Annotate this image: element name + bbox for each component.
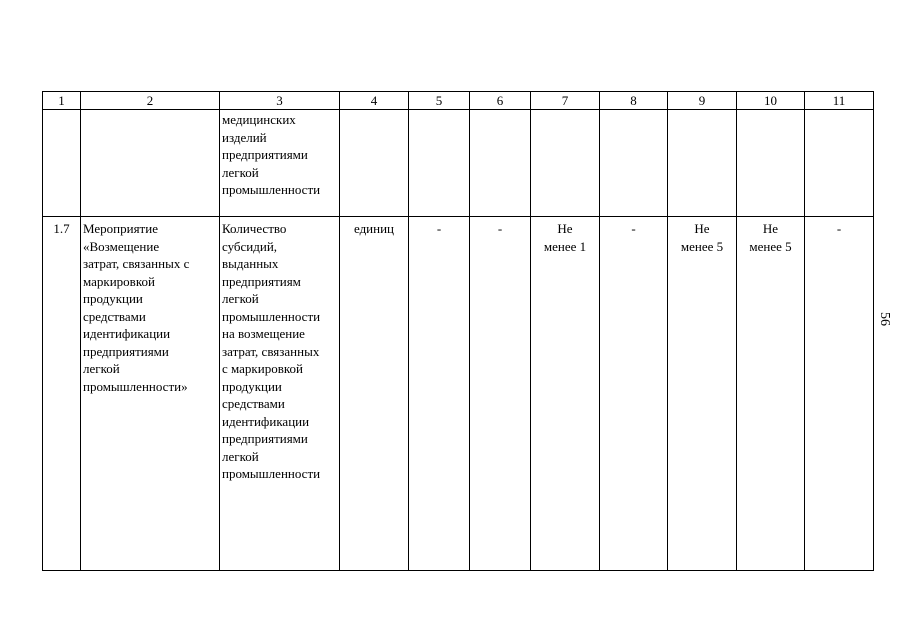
header-col-8: 8 [600, 92, 668, 110]
table-cell [43, 110, 81, 217]
value-cell: - [805, 217, 874, 571]
header-col-2: 2 [81, 92, 220, 110]
unit-cell: единиц [340, 217, 409, 571]
table-cell [805, 110, 874, 217]
header-row [43, 92, 874, 110]
table-cell [531, 110, 600, 217]
header-col-5: 5 [409, 92, 470, 110]
header-col-11: 11 [805, 92, 874, 110]
table-cell [737, 110, 805, 217]
table-row [43, 217, 874, 571]
header-col-6: 6 [470, 92, 531, 110]
value-cell: - [409, 217, 470, 571]
indicator-name-cell: медицинских изделий предприятиями легкой промышленности [220, 110, 340, 217]
table-cell [81, 110, 220, 217]
table-cell [340, 110, 409, 217]
row-number-cell: 1.7 [43, 217, 81, 571]
value-cell: Не менее 5 [668, 217, 737, 571]
indicator-name-cell: Количество субсидий, выданных предприятиям легкой промышленности на возмещение затрат, связанных с маркировкой продукции средствами идентификации предприятиями легкой промышленности [220, 217, 340, 571]
header-col-3: 3 [220, 92, 340, 110]
value-cell: Не менее 1 [531, 217, 600, 571]
value-cell: Не менее 5 [737, 217, 805, 571]
page-number: 56 [877, 312, 892, 326]
indicators-table [42, 91, 874, 571]
header-col-10: 10 [737, 92, 805, 110]
table-cell [470, 110, 531, 217]
header-col-1: 1 [43, 92, 81, 110]
header-col-9: 9 [668, 92, 737, 110]
table-cell [600, 110, 668, 217]
table-row [43, 110, 874, 217]
table-cell [409, 110, 470, 217]
value-cell: - [600, 217, 668, 571]
header-col-4: 4 [340, 92, 409, 110]
value-cell: - [470, 217, 531, 571]
table-cell [668, 110, 737, 217]
header-col-7: 7 [531, 92, 600, 110]
activity-name-cell: Мероприятие «Возмещение затрат, связанных с маркировкой продукции средствами идентификации предприятиями легкой промышленности» [81, 217, 220, 571]
